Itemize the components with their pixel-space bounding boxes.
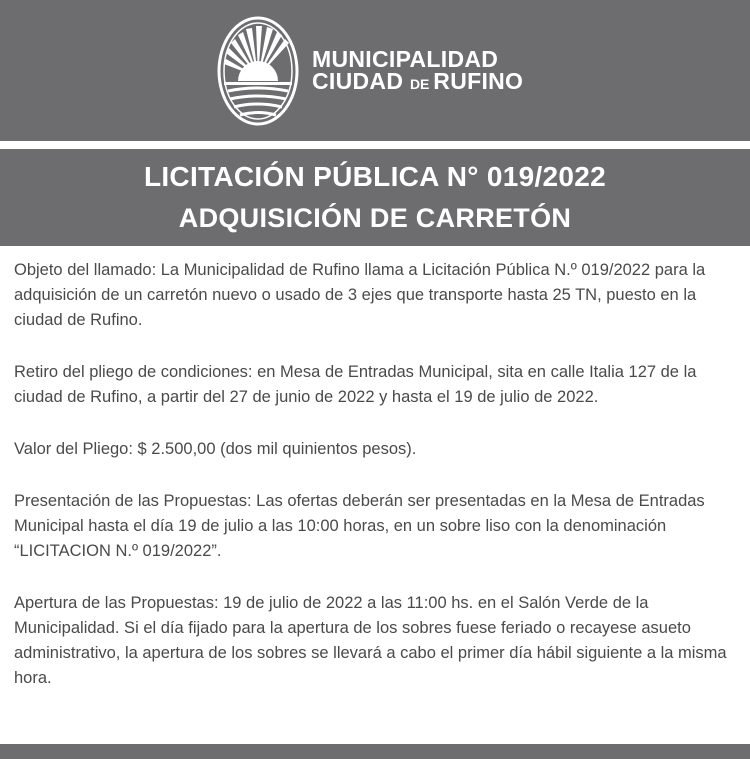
brand-rufino: RUFINO [433,68,524,94]
brand-de: DE [409,76,434,92]
paragraph-presentacion: Presentación de las Propuestas: Las ofertas deberán ser presentadas en la Mesa de Entradas Municipal hasta el día 19 de julio a las 10:00 horas, en un sobre liso con la denominación “LICITACION N.º 019/2022”. [14,492,705,560]
footer-band [0,744,750,759]
brand-line-2 [312,70,523,95]
brand-ciudad: CIUDAD [312,68,410,94]
tender-body [14,258,739,718]
header-band [0,0,750,141]
paragraph-apertura: Apertura de las Propuestas: 19 de julio de 2022 a las 11:00 hs. en el Salón Verde de la Municipalidad. Si el día fijado para la apertura de los sobres fuese feriado o recayese asueto administrativo, la apertura de los sobres se llevará a cabo el primer día hábil siguiente a la misma hora. [14,594,727,687]
paragraph-retiro: Retiro del pliego de condiciones: en Mesa de Entradas Municipal, sita en calle Italia 127 de la ciudad de Rufino, a partir del 27 de junio de 2022 y hasta el 19 de julio de 2022. [14,363,697,406]
brand-name [312,48,523,95]
title-band [0,149,750,246]
tender-title: LICITACIÓN PÚBLICA N° 019/2022 [143,161,607,192]
tender-subtitle: ADQUISICIÓN DE CARRETÓN [178,203,572,233]
paragraph-objeto: Objeto del llamado: La Municipalidad de Rufino llama a Licitación Pública N.º 019/2022 para la adquisición de un carretón nuevo o usado de 3 ejes que transporte hasta 25 TN, puesto en la ciudad de Rufino. [14,261,706,329]
municipality-logo-icon [216,15,300,127]
paragraph-valor: Valor del Pliego: $ 2.500,00 (dos mil quinientos pesos). [14,440,417,458]
brand-line-1: MUNICIPALIDAD [312,46,499,72]
